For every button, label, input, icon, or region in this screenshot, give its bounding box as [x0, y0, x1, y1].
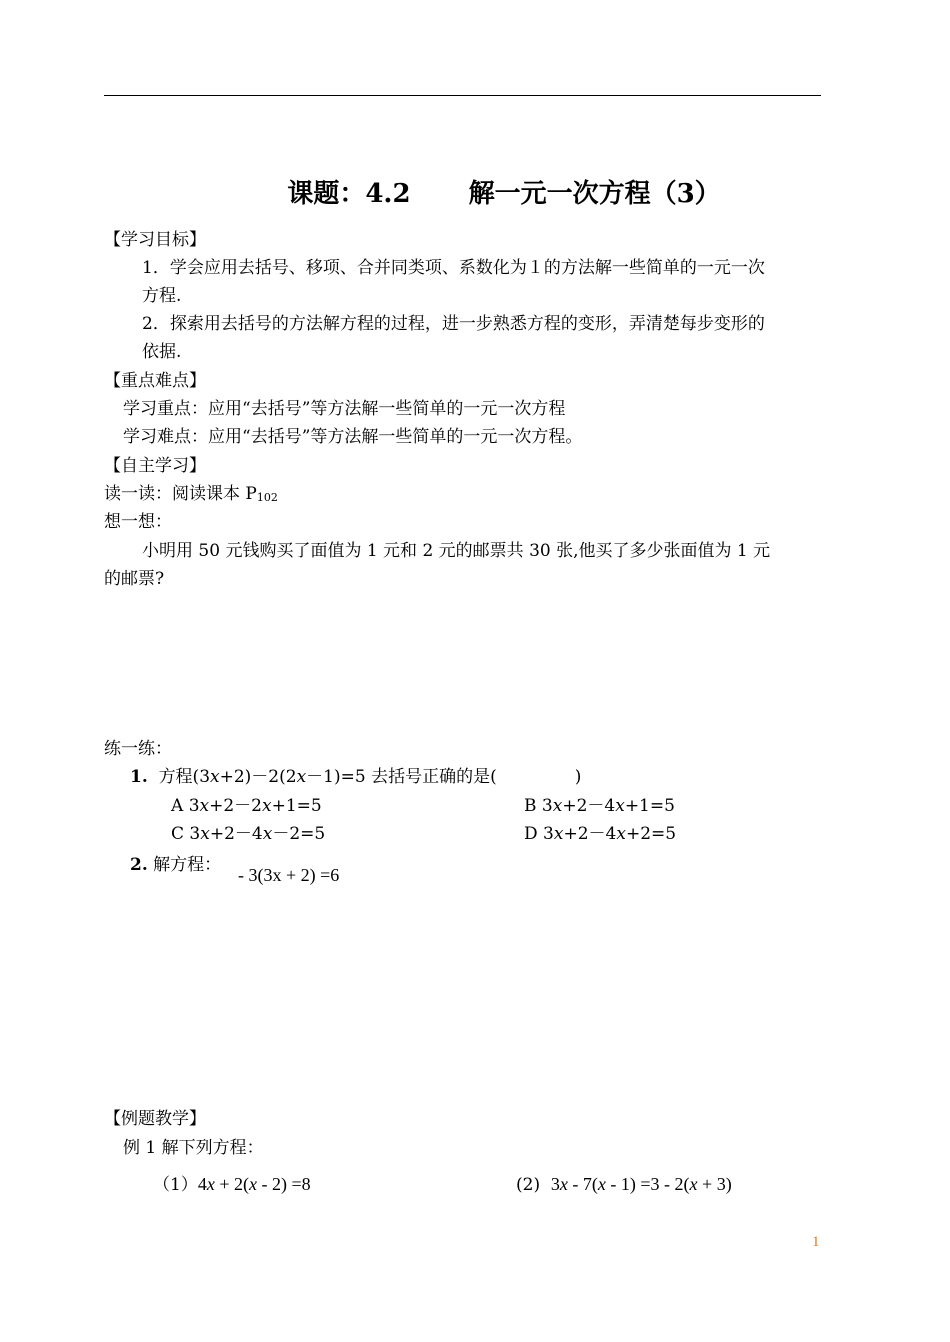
option-b-text-a: 3 [541, 796, 553, 816]
option-d-label: D [524, 824, 538, 844]
practice-q1 [130, 767, 581, 787]
option-a-text-c: +1=5 [271, 796, 322, 816]
option-c-var-1: x [200, 824, 210, 844]
option-a-var-1: x [199, 796, 210, 816]
example-2-var-3: x [689, 1174, 698, 1194]
option-a-label: A [171, 796, 184, 816]
examples-heading: 【例题教学】 [104, 1109, 206, 1129]
q1-var-1: x [210, 767, 220, 787]
selfstudy-heading: 【自主学习】 [104, 456, 206, 476]
example-2-eq-a: 3 [550, 1174, 560, 1194]
question-line-1: 小明用 50 元钱购买了面值为 1 元和 2 元的邮票共 30 张,他买了多少张面值为 1 元 [142, 541, 771, 561]
title-prefix: 课题：4.2 [287, 179, 411, 209]
example-1-eq-c: - 2) =8 [256, 1174, 311, 1194]
practice-heading: 练一练： [104, 739, 172, 759]
q1-close: ) [574, 767, 582, 787]
example-2-label: (2) [516, 1175, 541, 1195]
option-c-text-c: －2=5 [272, 824, 326, 844]
example-2-eq-c: - 1) =3 - 2( [605, 1174, 690, 1194]
example-2-var-1: x [559, 1174, 568, 1194]
q1-text-c: －1)=5 去括号正确的是( [306, 767, 497, 787]
option-c-label: C [171, 824, 185, 844]
q1-text-a: 方程(3 [158, 767, 211, 787]
example-1-label: （1） [153, 1175, 198, 1195]
page-title [0, 178, 950, 210]
example-2-eq-d: + 3) [697, 1174, 732, 1194]
example-1-equation [198, 1174, 311, 1194]
option-b-text-c: +1=5 [624, 796, 675, 816]
option-d-var-2: x [616, 824, 626, 844]
option-d-text-c: +2=5 [625, 824, 677, 844]
example-2 [516, 1174, 732, 1195]
option-b-text-b: +2－4 [562, 796, 616, 816]
objectives-heading: 【学习目标】 [104, 230, 206, 250]
option-a[interactable] [171, 796, 322, 816]
key-focus: 学习重点：应用“去括号”等方法解一些简单的一元一次方程 [123, 399, 566, 419]
objective-2-line-1: 2．探索用去括号的方法解方程的过程，进一步熟悉方程的变形，弄清楚每步变形的 [142, 314, 765, 334]
example-2-eq-b: - 7( [567, 1174, 598, 1194]
key-difficulty: 学习难点：应用“去括号”等方法解一些简单的一元一次方程。 [123, 427, 583, 447]
option-b[interactable] [524, 796, 675, 816]
q2-number: 2. [130, 855, 148, 875]
q2-equation: - 3(3x + 2) =6 [238, 865, 340, 885]
think-label: 想一想： [104, 512, 172, 532]
option-a-var-2: x [262, 796, 272, 816]
example-1-var-1: x [206, 1174, 215, 1194]
objective-1-line-1: 1．学会应用去括号、移项、合并同类项、系数化为１的方法解一些简单的一元一次 [142, 258, 765, 278]
option-b-label: B [524, 796, 537, 816]
practice-q2 [130, 855, 221, 875]
read-line [104, 484, 278, 508]
objective-1-line-2: 方程. [142, 286, 182, 306]
q1-var-2: x [296, 767, 307, 787]
example-intro: 例 1 解下列方程： [123, 1138, 264, 1158]
read-label: 读一读：阅读课本 P [104, 484, 257, 504]
option-b-var-2: x [615, 796, 625, 816]
title-main: 解一元一次方程（3） [468, 179, 721, 209]
option-c-var-2: x [262, 824, 273, 844]
example-2-var-2: x [597, 1174, 606, 1194]
option-c-text-a: 3 [189, 824, 201, 844]
q2-label: 解方程： [153, 855, 222, 875]
header-rule [104, 95, 821, 96]
objective-2-line-2: 依据. [142, 342, 182, 362]
option-d-var-1: x [553, 824, 564, 844]
option-d[interactable] [524, 824, 676, 844]
option-d-text-b: +2－4 [563, 824, 617, 844]
example-1 [153, 1174, 311, 1195]
keypoints-heading: 【重点难点】 [104, 371, 206, 391]
example-1-var-2: x [248, 1174, 257, 1194]
option-d-text-a: 3 [543, 824, 554, 844]
example-1-eq-b: + 2( [214, 1174, 249, 1194]
example-2-equation [551, 1174, 732, 1194]
read-page-number: 102 [256, 491, 278, 504]
option-a-text-b: +2－2 [209, 796, 262, 816]
example-1-eq-a: 4 [197, 1174, 207, 1194]
question-line-2: 的邮票? [104, 569, 165, 589]
q1-number: 1. [130, 767, 148, 787]
page-number: 1 [812, 1234, 820, 1250]
option-b-var-1: x [552, 796, 563, 816]
q1-text-b: +2)－2(2 [219, 767, 297, 787]
option-c[interactable] [171, 824, 325, 844]
option-c-text-b: +2－4 [209, 824, 263, 844]
option-a-text-a: 3 [188, 796, 200, 816]
